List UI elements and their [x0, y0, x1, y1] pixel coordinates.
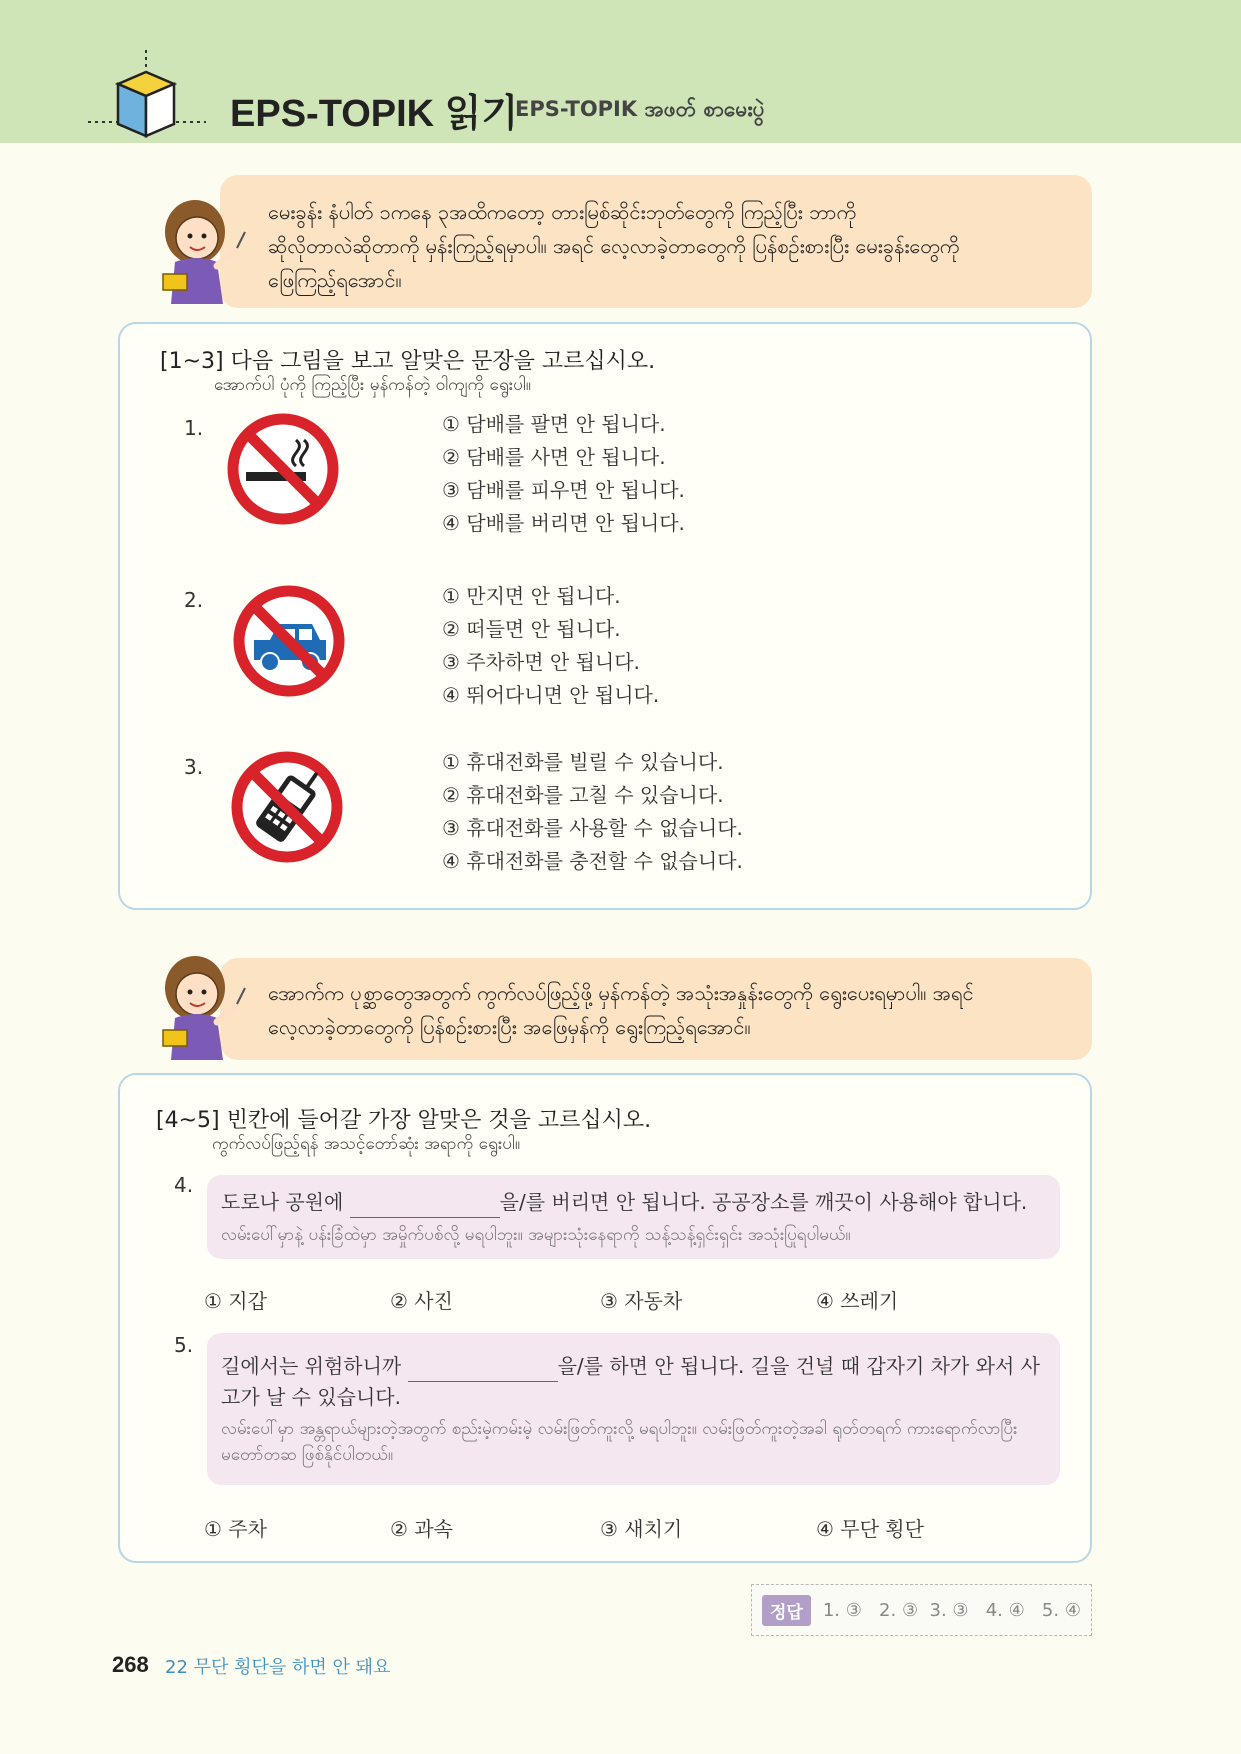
cube-icon [88, 50, 206, 145]
choice-2[interactable]: ② 과속 [390, 1517, 453, 1541]
answer-key [751, 1584, 1092, 1636]
question-box-2 [118, 1073, 1092, 1563]
guide-bubble-1 [220, 175, 1092, 308]
guide-line: ဖြေကြည့်ရအောင်။ [268, 268, 402, 292]
section-subheading: အောက်ပါ ပုံကို ကြည့်ပြီး မှန်ကန်တဲ့ ဝါကျကို ရွေးပါ။ [214, 375, 531, 395]
passage-translation: လမ်းပေါ်မှာနဲ့ ပန်းခြံထဲမှာ အမှိုက်ပစ်လို့ မရပါဘူး။ အများသုံးနေရာကို သန့်သန့်ရှင်းရှင်း အသုံးပြုရပါမယ်။ [221, 1225, 851, 1245]
no-smoking-sign-icon [224, 410, 342, 528]
guide-line: လေ့လာခဲ့တာတွေကို ပြန်စဉ်းစားပြီး အဖြေမှန်ကို ရွေးကြည့်ရအောင်။ [268, 1015, 751, 1039]
option-1[interactable]: ① 담배를 팔면 안 됩니다. [442, 412, 666, 436]
option-1[interactable]: ① 만지면 안 됩니다. [442, 584, 621, 608]
section-heading: [4~5] 빈칸에 들어갈 가장 알맞은 것을 고르십시오. [156, 1108, 652, 1133]
teacher-illustration [155, 192, 265, 312]
question-number: 4. [174, 1173, 194, 1197]
passage-q4 [207, 1175, 1060, 1259]
guide-line: ဆိုလိုတာလဲဆိုတာကို မှန်းကြည့်ရမှာပါ။ အရင် လေ့လာခဲ့တာတွေကို ပြန်စဉ်းစားပြီး မေးခွန်းတွေကို [268, 234, 960, 258]
blank-field[interactable] [350, 1187, 500, 1218]
option-1[interactable]: ① 휴대전화를 빌릴 수 있습니다. [442, 750, 724, 774]
passage-text: 길에서는 위험하니까 [221, 1354, 408, 1378]
page-number: 268 [112, 1652, 149, 1677]
choice-4[interactable]: ④ 쓰레기 [816, 1289, 899, 1313]
option-4[interactable]: ④ 담배를 버리면 안 됩니다. [442, 511, 685, 535]
option-2[interactable]: ② 휴대전화를 고칠 수 있습니다. [442, 783, 724, 807]
passage-korean [221, 1351, 1046, 1412]
guide-line: မေးခွန်း နံပါတ် ၁ကနေ ၃အထိကတော့ တားမြစ်ဆိုင်းဘုတ်တွေကို ကြည့်ပြီး ဘာကို [268, 200, 857, 224]
passage-q5 [207, 1333, 1060, 1485]
guide-bubble-2 [220, 958, 1092, 1060]
option-4[interactable]: ④ 뛰어다니면 안 됩니다. [442, 683, 660, 707]
option-2[interactable]: ② 떠들면 안 됩니다. [442, 617, 621, 641]
choice-2[interactable]: ② 사진 [390, 1289, 453, 1313]
option-3[interactable]: ③ 주차하면 안 됩니다. [442, 650, 640, 674]
section-heading: [1~3] 다음 그림을 보고 알맞은 문장을 고르십시오. [160, 349, 656, 374]
choice-1[interactable]: ① 지갑 [204, 1289, 267, 1313]
option-4[interactable]: ④ 휴대전화를 충전할 수 없습니다. [442, 849, 743, 873]
options-list-q2 [442, 580, 659, 712]
answer-badge: 정답 [762, 1595, 811, 1626]
choice-3[interactable]: ③ 새치기 [600, 1517, 683, 1541]
guide-line: အောက်က ပုစ္ဆာတွေအတွက် ကွက်လပ်ဖြည့်ဖို့ မှန်ကန်တဲ့ အသုံးအနှုန်းတွေကို ရွေးပေးရမှာပါ။ အရင် [268, 981, 974, 1005]
option-3[interactable]: ③ 휴대전화를 사용할 수 없습니다. [442, 816, 743, 840]
no-phone-sign-icon [228, 748, 346, 866]
passage-text: 도로나 공원에 [221, 1190, 350, 1214]
passage-text: 을/를 하면 안 됩니다. 길을 건널 때 갑자기 차가 와서 사고가 날 수 있습니다. [221, 1354, 1040, 1409]
section-subheading: ကွက်လပ်ဖြည့်ရန် အသင့်တော်ဆုံး အရာကို ရွေးပါ။ [212, 1134, 521, 1154]
options-list-q3 [442, 746, 743, 878]
blank-field[interactable] [408, 1351, 558, 1382]
choice-3[interactable]: ③ 자동차 [600, 1289, 683, 1313]
answer-text: 1. ③ 2. ③ 3. ③ 4. ④ 5. ④ [822, 1599, 1081, 1621]
passage-text: 을/를 버리면 안 됩니다. 공공장소를 깨끗이 사용해야 합니다. [499, 1190, 1028, 1214]
passage-korean [221, 1187, 1046, 1218]
page-subtitle: EPS-TOPIK အဖတ် စာမေးပွဲ [515, 97, 765, 121]
teacher-illustration [155, 948, 265, 1068]
passage-translation: လမ်းပေါ်မှာ အန္တရာယ်များတဲ့အတွက် စည်းမဲ့ကမ်းမဲ့ လမ်းဖြတ်ကူးလို့ မရပါဘူး။ လမ်းဖြတ်ကူးတဲ့အခါ ရုတ်တရက် ကားရောက်လာပြီး မတော်တဆ ဖြစ်နိုင်ပါတယ်။ [221, 1419, 1018, 1465]
option-2[interactable]: ② 담배를 사면 안 됩니다. [442, 445, 666, 469]
question-number: 2. [184, 588, 204, 612]
chapter-title: 22 무단 횡단을 하면 안 돼요 [165, 1657, 391, 1678]
options-list-q1 [442, 408, 685, 540]
page-title: EPS-TOPIK 읽기 [230, 93, 519, 135]
question-number: 3. [184, 755, 204, 779]
question-number: 1. [184, 416, 204, 440]
option-3[interactable]: ③ 담배를 피우면 안 됩니다. [442, 478, 685, 502]
choice-1[interactable]: ① 주차 [204, 1517, 267, 1541]
no-parking-sign-icon [230, 582, 348, 700]
question-box-1 [118, 322, 1092, 910]
choice-4[interactable]: ④ 무단 횡단 [816, 1517, 924, 1541]
question-number: 5. [174, 1333, 194, 1357]
